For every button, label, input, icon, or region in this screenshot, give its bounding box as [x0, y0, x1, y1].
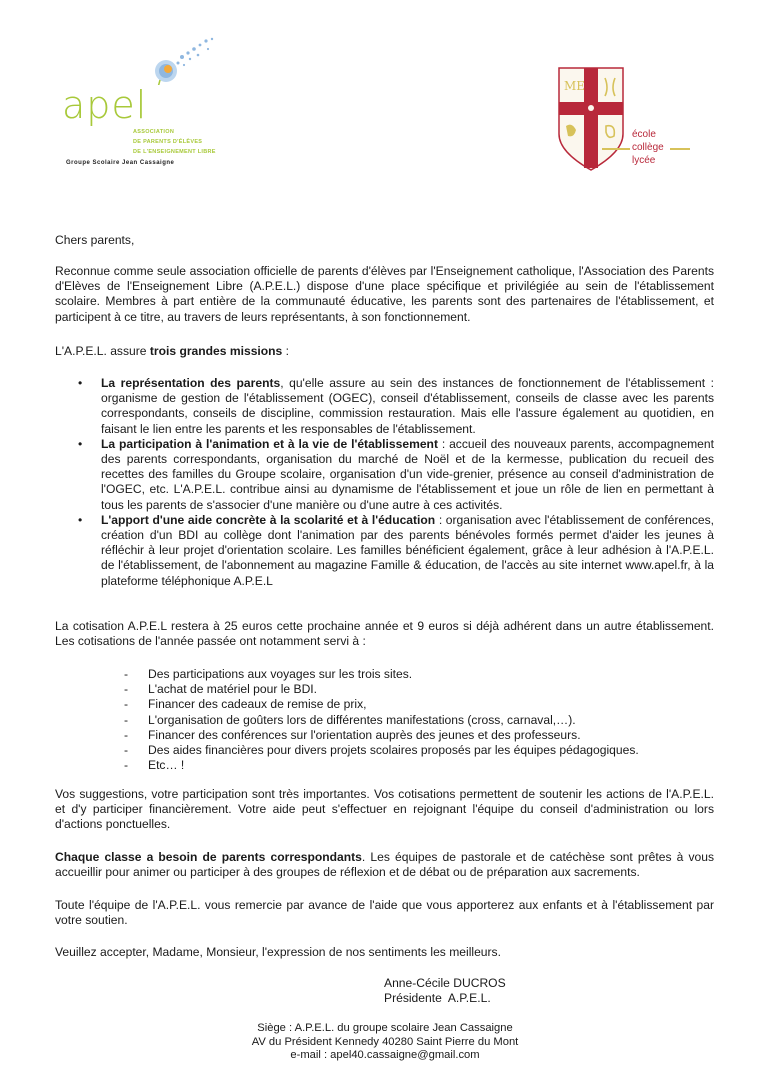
uses-text: Des participations aux voyages sur les trois sites.	[148, 667, 413, 681]
uses-text: Financer des conférences sur l'orientation auprès des jeunes et des professeurs.	[148, 727, 581, 742]
bullet-icon: •	[78, 436, 83, 451]
missions-list	[78, 376, 714, 589]
mission-title: La participation à l'animation et à la vie de l'établissement	[101, 436, 438, 451]
apel-subtitle-line: DE PARENTS D'ÉLÈVES	[133, 139, 203, 145]
bullet-icon: •	[78, 376, 83, 390]
mission-item	[78, 513, 714, 589]
uses-item	[122, 728, 682, 743]
uses-item	[122, 667, 682, 682]
missions-intro	[55, 344, 714, 359]
mission-text: : organisation avec l'établissement de conférences, création d'un BDI au collège dont l'animation par des parents bénévoles formés permet d'aider les jeunes à réfléchir à leur projet d'orientation scolaire. Les familles bénéficient également, grâce à leur adhésion à l'A.P.E.L. de l'établissement, de l'abonnement au magazine Famille & éducation, de l'accès au site internet www.apel.fr, à la plateforme téléphonique A.P.E.L	[101, 512, 715, 588]
uses-text: L'organisation de goûters lors de différentes manifestations (cross, carnaval,…).	[148, 712, 576, 727]
apel-logo	[58, 35, 218, 175]
mission-text: : accueil des nouveaux parents, accompagnement des parents correspondants, organisation du marché de Noël et de la kermesse, publication du recueil des recettes des familles du Groupe scolaire, organisation d'un vide-grenier, présence au conseil d'administration de l'OGEC, etc. L'A.P.E.L. contribue ainsi au dynamisme de l'établissement et joue un rôle de lien en permettant à tous les parents de s'associer d'une manière ou d'une autre à ces activités.	[101, 436, 714, 512]
dash-icon: -	[124, 682, 129, 697]
apel-tagline: Groupe Scolaire Jean Cassaigne	[66, 160, 175, 166]
apel-subtitle-line: DE L'ENSEIGNEMENT LIBRE	[133, 149, 216, 155]
uses-item	[122, 713, 682, 728]
footer-email: e-mail : apel40.cassaigne@gmail.com	[290, 1049, 480, 1062]
crest-word: école	[632, 129, 656, 140]
crest-school-levels	[632, 128, 664, 167]
mission-title: La représentation des parents	[101, 376, 281, 390]
signatory-title: Présidente A.P.E.L.	[384, 991, 491, 1006]
dandelion-icon	[138, 35, 218, 85]
suggestions-paragraph: Vos suggestions, votre participation sont très importantes. Vos cotisations permettent de soutenir les actions de l'A.P.E.L. et d'y participer financièrement. Votre aide peut s'effectuer en rejoignant l'équipe du conseil d'administration ou lors d'actions ponctuelles.	[55, 787, 714, 832]
mission-item	[78, 437, 714, 513]
crest-divider	[670, 148, 690, 150]
uses-text: Des aides financières pour divers projets scolaires proposés par les équipes pédagogiques.	[148, 743, 639, 758]
signature-block	[384, 976, 506, 1006]
mission-text: , qu'elle assure au sein des instances de fonctionnement de l'établissement : organisme de gestion de l'établissement (OGEC), conseil d'établissement, conseils de classe avec les parents correspondants, conseils de discipline, commission restauration. Mais elle l'assure également au quotidien, en faisant le lien entre les parents et les responsables de l'établissement.	[101, 376, 714, 436]
missions-intro-bold: trois grandes missions	[149, 344, 283, 358]
missions-intro-suffix: :	[282, 344, 290, 358]
bullet-icon: •	[78, 512, 83, 527]
crest-word: collège	[632, 142, 664, 153]
cotisation-paragraph: La cotisation A.P.E.L restera à 25 euros cette prochaine année et 9 euros si déjà adhérent dans un autre établissement. Les cotisations de l'année passée ont notamment servi à :	[55, 619, 714, 649]
dash-icon: -	[124, 697, 129, 712]
shield-icon	[556, 64, 626, 174]
mission-title: L'apport d'une aide concrète à la scolarité et à l'éducation	[101, 512, 436, 527]
dash-icon: -	[124, 743, 129, 758]
uses-item	[122, 697, 682, 712]
thanks-paragraph: Toute l'équipe de l'A.P.E.L. vous remercie par avance de l'aide que vous apporterez aux enfants et à l'établissement par votre soutien.	[55, 898, 714, 928]
correspondants-bold: Chaque classe a besoin de parents correspondants	[55, 850, 362, 864]
intro-paragraph: Reconnue comme seule association officielle de parents d'élèves par l'Enseignement catholique, l'Association des Parents d'Elèves de l'Enseignement Libre (A.P.E.L.) dispose d'une place spécifique et privilégiée au sein de l'établissement scolaire. Membres à part entière de la communauté éducative, les parents sont des partenaires de l'établissement, et participent à ce titre, au travers de leurs représentants, à son fonctionnement.	[55, 264, 714, 324]
correspondants-text: . Les équipes de pastorale et de catéchèse sont prêtes à vous accueillir pour animer ou participer à des groupes de réflexion et de débat ou de préparation aux sacrements.	[55, 850, 714, 880]
crest-divider	[602, 148, 630, 150]
uses-text: Financer des cadeaux de remise de prix,	[148, 697, 367, 712]
correspondants-paragraph	[55, 850, 714, 880]
crest-letters: ME	[564, 79, 586, 93]
dash-icon: -	[124, 758, 129, 773]
uses-item	[122, 682, 682, 697]
uses-text: Etc… !	[148, 758, 185, 773]
footer-line: AV du Président Kennedy 40280 Saint Pierre du Mont	[251, 1035, 519, 1048]
salutation: Chers parents,	[55, 233, 135, 247]
closing-paragraph: Veuillez accepter, Madame, Monsieur, l'expression de nos sentiments les meilleurs.	[55, 945, 501, 959]
apel-wordmark: apel	[62, 83, 148, 127]
apel-subtitle-line: ASSOCIATION	[133, 129, 175, 135]
dash-icon: -	[124, 667, 129, 681]
mission-item	[78, 376, 714, 437]
dash-icon: -	[124, 727, 129, 742]
school-crest-logo	[556, 64, 696, 184]
crest-word: lycée	[632, 155, 656, 166]
uses-item	[122, 758, 682, 773]
uses-item	[122, 743, 682, 758]
uses-list	[122, 667, 682, 773]
footer-address	[200, 1022, 570, 1063]
dash-icon: -	[124, 712, 129, 727]
missions-intro-text: L'A.P.E.L. assure	[55, 344, 150, 358]
uses-text: L'achat de matériel pour le BDI.	[148, 682, 318, 697]
apel-subtitle	[133, 127, 216, 157]
signatory-name: Anne-Cécile DUCROS	[384, 976, 506, 990]
footer-line: Siège : A.P.E.L. du groupe scolaire Jean Cassaigne	[257, 1022, 513, 1034]
